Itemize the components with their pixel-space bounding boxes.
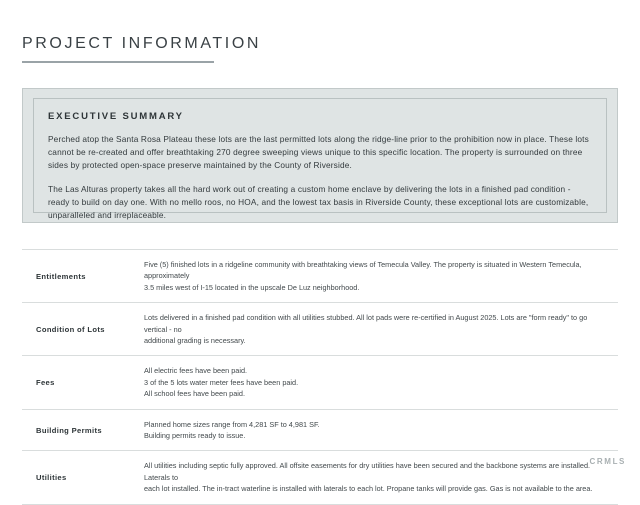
row-value-fees [144,356,618,409]
row-value-utilities [144,451,618,504]
executive-summary-paragraph-2: The Las Alturas property takes all the hard work out of creating a custom home enclave by delivering the lots in a finished pad condition - ready to build on day one. With no mello roos, no HOA, and the lowest tax basis in Riverside County, these exceptional lots are customizable, unparalleled and irreplaceable. [48,183,589,221]
row-label-condition-of-lots: Condition of Lots [22,303,144,356]
row-value-line: Building permits ready to issue. [144,431,246,441]
row-value-line: Planned home sizes range from 4,281 SF to 4,981 SF. [144,419,320,429]
executive-summary-inner-border [33,98,607,221]
row-value-line: 3 of the 5 lots water meter fees have been paid. [144,377,299,387]
row-label-utilities: Utilities [22,451,144,504]
project-details-table [22,249,618,505]
title-underline [22,61,214,63]
executive-summary-paragraph-1: Perched atop the Santa Rosa Plateau these lots are the last permitted lots along the ridge-line prior to the prohibition now in place. These lots cannot be re-created and offer breathtaking 270 degree sweeping views unique to this specific location. The property is surrounded on three sides by protected open-space preserve maintained by the County of Riverside. [48,134,589,171]
page-title: PROJECT INFORMATION [22,35,262,52]
executive-summary-heading: EXECUTIVE SUMMARY [48,111,184,122]
row-value-condition-of-lots [144,303,618,356]
row-value-line: additional grading is necessary. [144,336,246,346]
row-value-line: All school fees have been paid. [144,389,246,399]
table-row [22,356,618,409]
executive-summary-box [22,88,618,223]
row-value-line: All electric fees have been paid. [144,366,248,376]
row-value-line: Lots delivered in a finished pad condition with all utilities stubbed. All lot pads were re-certified in August 2025. Lots are "form ready" to go vertical - no [144,313,588,334]
row-value-line: 3.5 miles west of I-15 located in the upscale De Luz neighborhood. [144,282,360,292]
page-title-block [22,34,262,63]
row-label-entitlements: Entitlements [22,250,144,303]
row-value-line: Five (5) finished lots in a ridgeline community with breathtaking views of Temecula Valley. The property is situated in Western Temecula, approximately [144,260,582,281]
row-value-line: each lot installed. The in-tract waterline is installed with laterals to each lot. Propane tanks will provide gas. Gas is not available to the area. [144,484,593,494]
row-label-building-permits: Building Permits [22,409,144,451]
crmls-watermark: CRMLS [589,457,626,466]
row-value-line: All utilities including septic fully approved. All offsite easements for dry utilities have been secured and the backbone systems are installed. Laterals to [144,461,591,482]
row-value-building-permits [144,409,618,451]
row-value-entitlements [144,250,618,303]
row-label-fees: Fees [22,356,144,409]
table-row [22,409,618,451]
table-row [22,303,618,356]
table-row [22,451,618,504]
table-row [22,250,618,303]
